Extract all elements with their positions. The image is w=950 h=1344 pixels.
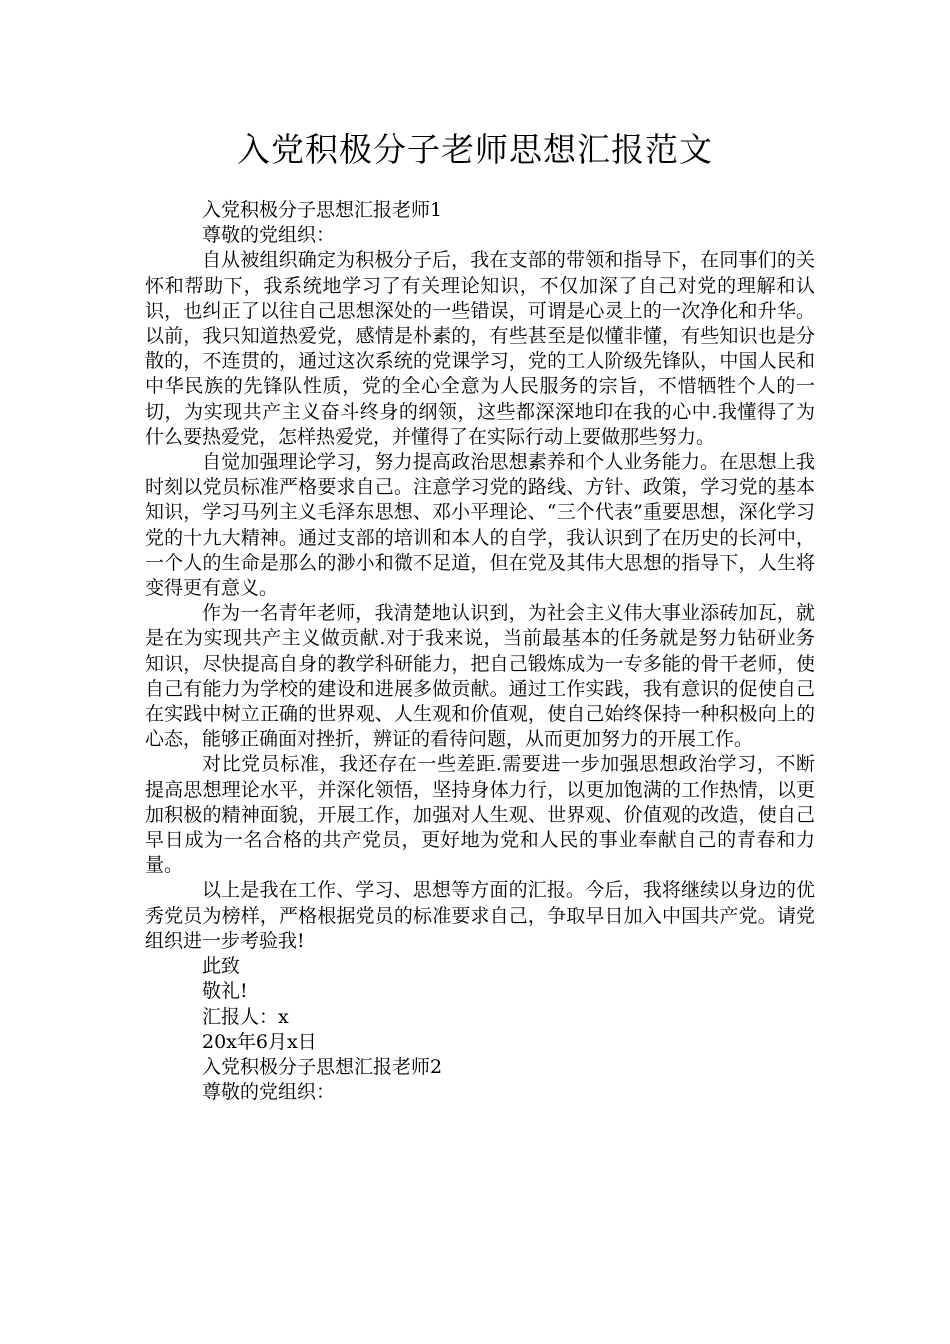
salutation-2: 尊敬的党组织： [202,1081,336,1104]
section-heading: 入党积极分子思想汇报老师1 [202,199,443,221]
paragraph-4: 对比党员标准，我还存在一些差距.需要进一步加强思想政治学习，不断提高思想理论水平，并深化领悟，坚持身体力行，以更加饱满的工作热情，以更加积极的精神面貌，开展工作，加强对人生观、世界观、价值观的改造，使自己早日成为一名合格的共产党员，更好地为党和人民的事业奉献自己的青春和力量。 [145,753,815,877]
paragraph-3: 作为一名青年老师，我清楚地认识到，为社会主义伟大事业添砖加瓦，就是在为实现共产主义做贡献.对于我来说，当前最基本的任务就是努力钻研业务知识，尽快提高自身的教学科研能力，把自己锻炼成为一专多能的骨干老师，使自己有能力为学校的建设和进展多做贡献。通过工作实践，我有意识的促使自己在实践中树立正确的世界观、人生观和价值观，使自己始终保持一种积极向上的心态，能够正确面对挫折，辨证的看待问题，从而更加努力的开展工作。 [145,602,815,751]
reporter-line: 汇报人：x [202,1005,289,1028]
date-line: 20x年6月x日 [202,1030,317,1053]
paragraph-5: 以上是我在工作、学习、思想等方面的汇报。今后，我将继续以身边的优秀党员为榜样，严格根据党员的标准要求自己，争取早日加入中国共产党。请党组织进一步考验我! [145,879,815,952]
section-heading-2: 入党积极分子思想汇报老师2 [202,1055,443,1078]
closing-line: 此致 [202,955,241,978]
salutation: 尊敬的党组织： [202,224,336,247]
paragraph-1: 自从被组织确定为积极分子后，我在支部的带领和指导下，在同事们的关怀和帮助下，我系统地学习了有关理论知识，不仅加深了自己对党的理解和认识，也纠正了以往自己思想深处的一些错误，可谓是心灵上的一次净化和升华。以前，我只知道热爱党，感情是朴素的，有些甚至是似懂非懂，有些知识也是分散的，不连贯的，通过这次系统的党课学习，党的工人阶级先锋队，中国人民和中华民族的先锋队性质，党的全心全意为人民服务的宗旨，不惜牺牲个人的一切，为实现共产主义奋斗终身的纲领，这些都深深地印在我的心中.我懂得了为什么要热爱党，怎样热爱党，并懂得了在实际行动上要做那些努力。 [145,249,815,448]
paragraph-2: 自觉加强理论学习，努力提高政治思想素养和个人业务能力。在思想上我时刻以党员标准严格要求自己。注意学习党的路线、方针、政策，学习党的基本知识，学习马列主义毛泽东思想、邓小平理论、“三个代表”重要思想，深化学习党的十九大精神。通过支部的培训和本人的自学，我认识到了在历史的长河中，一个人的生命是那么的渺小和微不足道，但在党及其伟大思想的指导下，人生将变得更有意义。 [145,451,815,600]
closing-regards: 敬礼! [202,980,248,1003]
document-title: 入党积极分子老师思想汇报范文 [237,130,713,169]
document-body [145,198,815,1105]
